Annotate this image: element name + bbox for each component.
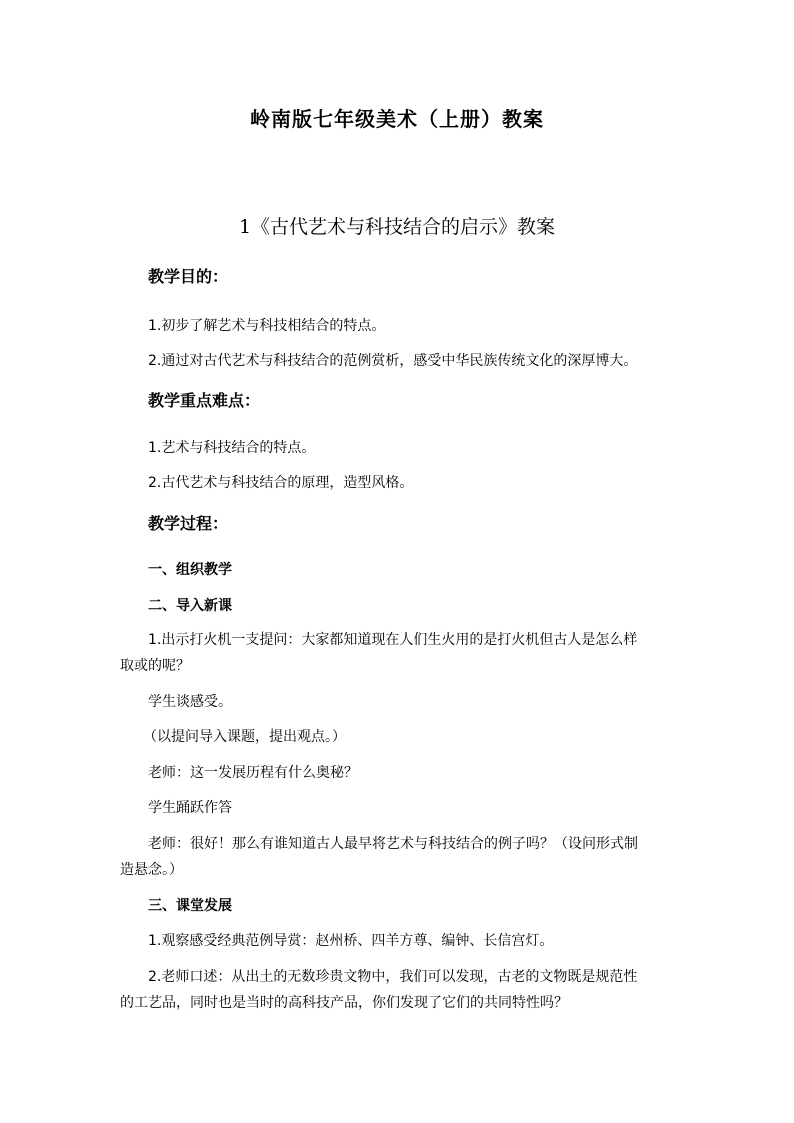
development-line-1: 1.观察感受经典范例导赏：赵州桥、四羊方尊、编钟、长信宫灯。 [148, 933, 554, 949]
development-line-3: 的工艺品，同时也是当时的高科技产品，你们发现了它们的共同特性吗？ [120, 995, 568, 1011]
lesson-title: 1《古代艺术与科技结合的启示》教案 [238, 216, 556, 238]
process-heading: 教学过程： [148, 514, 229, 533]
intro-line-8: 造悬念。） [120, 862, 183, 878]
intro-line-5: 老师：这一发展历程有什么奥秘？ [148, 765, 358, 781]
objective-item-1: 1.初步了解艺术与科技相结合的特点。 [148, 318, 386, 334]
key-points-heading: 教学重点难点： [148, 391, 261, 410]
key-point-item-2: 2.古代艺术与科技结合的原理，造型风格。 [148, 475, 414, 491]
section-organize-title: 一、组织教学 [148, 562, 232, 578]
section-intro-title: 二、导入新课 [148, 598, 232, 614]
intro-line-2: 取或的呢？ [120, 658, 190, 674]
section-development-title: 三、课堂发展 [148, 898, 232, 914]
intro-line-4: （以提问导入课题，提出观点。） [143, 729, 346, 745]
document-title: 岭南版七年级美术（上册）教案 [250, 107, 544, 131]
objectives-heading: 教学目的： [148, 267, 229, 286]
intro-line-3: 学生谈感受。 [148, 694, 232, 710]
intro-line-1: 1.出示打火机一支提问：大家都知道现在人们生火用的是打火机但古人是怎么样 [148, 632, 638, 648]
intro-line-7: 老师：很好！那么有谁知道古人最早将艺术与科技结合的例子吗？（设问形式制 [148, 836, 638, 852]
development-line-2: 2.老师口述：从出土的无数珍贵文物中，我们可以发现，古老的文物既是规范性 [148, 969, 638, 985]
intro-line-6: 学生踊跃作答 [148, 800, 232, 816]
objective-item-2: 2.通过对古代艺术与科技结合的范例赏析，感受中华民族传统文化的深厚博大。 [148, 353, 638, 369]
key-point-item-1: 1.艺术与科技结合的特点。 [148, 440, 316, 456]
